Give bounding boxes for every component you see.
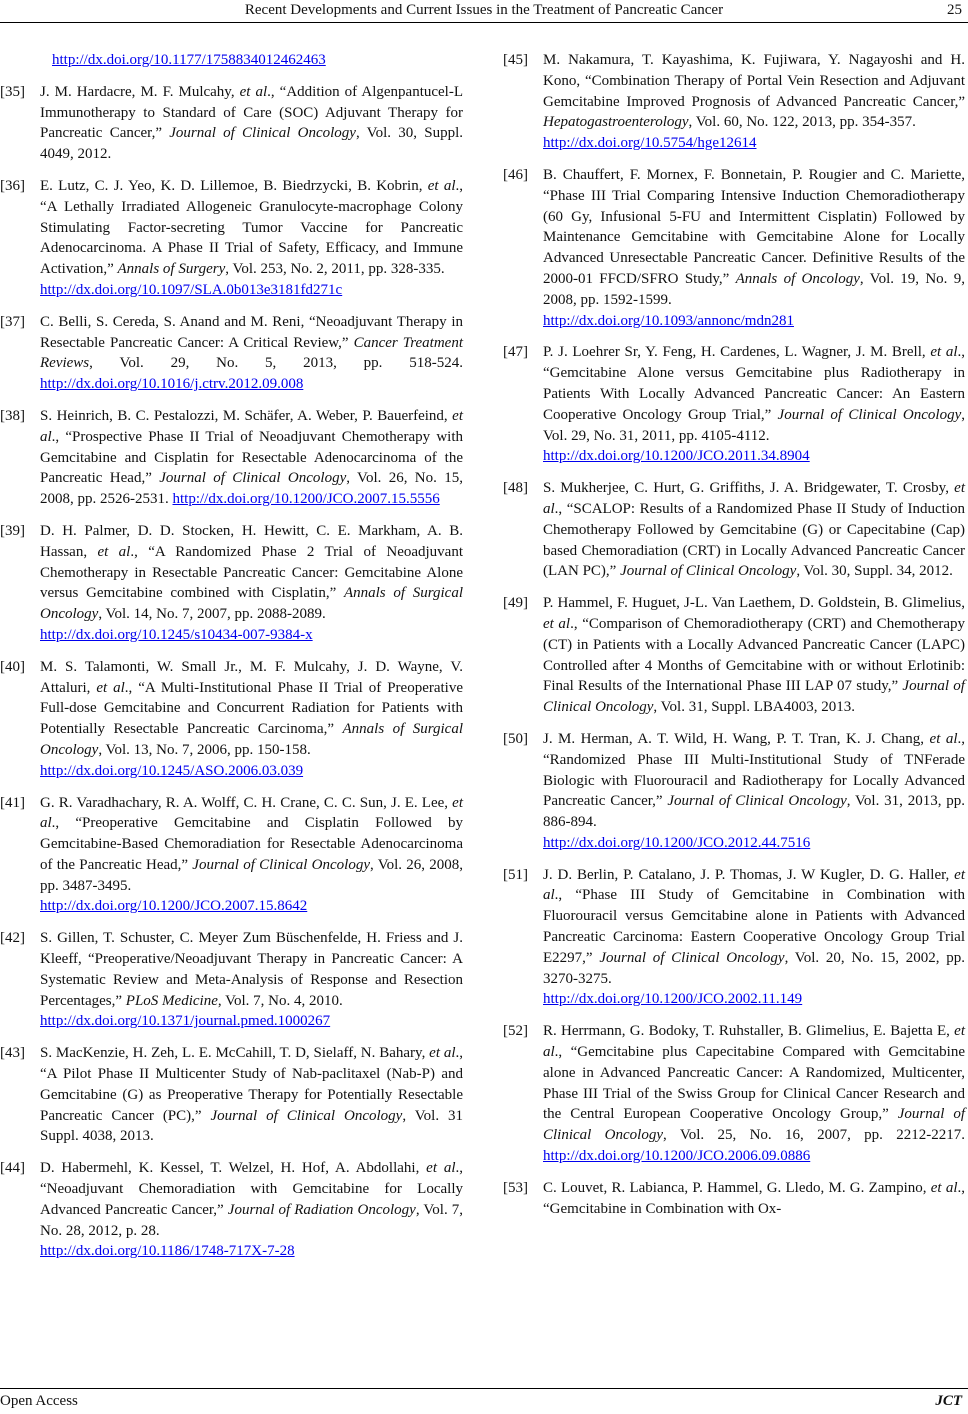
- reference-journal: Hepatogastroenterology: [543, 114, 689, 131]
- reference-text: [543, 593, 965, 718]
- reference-text: [40, 521, 463, 646]
- reference-entry: [503, 1178, 965, 1220]
- reference-authors-title: M. Nakamura, T. Kayashima, K. Fujiwara, Y. Nagayoshi and H. Kono, “Combination Therapy of Portal Vein Resection and Adjuvant Gemcitabine Improved Prognosis of Advanced Pancreatic Cancer,”: [543, 52, 965, 110]
- reference-volume-pages: , Vol. 31 Suppl. 4038, 2013.: [40, 1107, 464, 1145]
- reference-text: [40, 793, 463, 918]
- reference-authors-title: M. S. Talamonti, W. Small Jr., M. F. Mulcahy, J. D. Wayne, V. Attaluri,: [40, 658, 463, 696]
- reference-volume-pages: , Vol. 29, No. 5, 2013, pp. 518-524.: [89, 355, 463, 372]
- reference-volume-pages: , Vol. 253, No. 2, 2011, pp. 328-335.: [225, 261, 445, 278]
- reference-authors-title: D. H. Palmer, D. D. Stocken, H. Hewitt, C. E. Markham, A. B. Hassan,: [40, 522, 463, 560]
- reference-title: ., “Addition of Algenpantucel-L Immunotherapy to Standard of Care (SOC) Adjuvant Therapy for Pancreatic Cancer,”: [40, 83, 463, 142]
- reference-title: ., “Phase III Study of Gemcitabine in Combination with Fluorouracil versus Gemcitabine alone in Patients with Advanced Pancreatic Carcinoma: Eastern Cooperative Oncology Group Trial E2297,”: [543, 887, 965, 966]
- reference-journal: Annals of Surgical Oncology: [40, 721, 464, 758]
- reference-number: [52]: [503, 1023, 528, 1040]
- reference-et-al: et al: [427, 177, 456, 194]
- reference-title: ., “A Lethally Irradiated Allogeneic Granulocyte-macrophage Colony Stimulating Factor-secreting Tumor Vaccine for Pancreatic Adenocarcinoma. A Phase II Trial of Safety, Efficacy, and Immune Activation,”: [40, 177, 463, 278]
- reference-entry: [503, 729, 965, 854]
- reference-doi-link[interactable]: http://dx.doi.org/10.1016/j.ctrv.2012.09.008: [40, 376, 304, 393]
- reference-doi-link[interactable]: http://dx.doi.org/10.1200/JCO.2012.44.7516: [543, 834, 811, 851]
- reference-doi-link[interactable]: http://dx.doi.org/10.1245/ASO.2006.03.039: [40, 762, 304, 779]
- reference-volume-pages: , Vol. 7, No. 28, 2012, p. 28.: [40, 1201, 464, 1239]
- reference-title: ., “A Randomized Phase 2 Trial of Neoadjuvant Chemotherapy in Resectable Pancreatic Cancer: Gemcitabine Alone versus Gemcitabine combined with Cisplatin,”: [40, 543, 464, 602]
- reference-text: [543, 1178, 965, 1220]
- reference-et-al: et al: [930, 344, 958, 361]
- reference-number: [37]: [0, 313, 25, 330]
- reference-number: [47]: [503, 344, 528, 361]
- left-reference-list: [0, 82, 463, 1262]
- reference-volume-pages: , Vol. 30, Suppl. 34, 2012.: [796, 563, 953, 580]
- reference-entry: [503, 165, 965, 331]
- reference-volume-pages: , Vol. 19, No. 9, 2008, pp. 1592-1599.: [543, 270, 965, 308]
- reference-volume-pages: , Vol. 14, No. 7, 2007, pp. 2088-2089.: [98, 606, 326, 623]
- page-footer: [0, 1389, 968, 1413]
- reference-et-al: et al: [40, 794, 463, 832]
- reference-number: [40]: [0, 658, 25, 675]
- reference-authors-title: E. Lutz, C. J. Yeo, K. D. Lillemoe, B. Biedrzycki, B. Kobrin,: [40, 177, 428, 194]
- reference-title: ., “Randomized Phase III Multi-Institutional Study of TNFerade Biologic with Fluorouracil and Radiotherapy for Locally Advanced Pancreatic Cancer,”: [543, 730, 965, 810]
- reference-doi-link[interactable]: http://dx.doi.org/10.1093/annonc/mdn281: [543, 312, 794, 329]
- reference-journal: PLoS Medicine: [125, 992, 218, 1009]
- running-head: [0, 0, 968, 22]
- reference-journal: Journal of Clinical Oncology: [543, 678, 965, 716]
- reference-title: ., “Gemcitabine plus Capecitabine Compared with Gemcitabine alone in Advanced Pancreatic Cancer: A Randomized, Multicenter, Phase III Trial of the Swiss Group for Clinical Cancer Research and the Central European Cooperative Oncology Group,”: [543, 1044, 965, 1123]
- reference-volume-pages: , Vol. 30, Suppl. 4049, 2012.: [40, 125, 463, 163]
- reference-text: [40, 176, 463, 301]
- reference-title: ., “A Pilot Phase II Multicenter Study of Nab-paclitaxel (Nab-P) and Gemcitabine (G) as Preoperative Therapy for Potentially Resectable Pancreatic Cancer (PC),”: [40, 1045, 463, 1124]
- reference-doi-link[interactable]: http://dx.doi.org/10.1097/SLA.0b013e3181fd271c: [40, 281, 343, 298]
- reference-et-al: et al: [929, 730, 958, 747]
- reference-text: [543, 729, 965, 854]
- continued-doi-link[interactable]: http://dx.doi.org/10.1177/1758834012462463: [52, 52, 326, 68]
- reference-volume-pages: , Vol. 26, 2008, pp. 3487-3495.: [40, 856, 464, 894]
- reference-title: ., “Neoadjuvant Chemoradiation with Gemcitabine for Locally Advanced Pancreatic Cancer,”: [40, 1160, 463, 1218]
- reference-journal: Journal of Clinical Oncology: [543, 1106, 965, 1144]
- reference-doi-link[interactable]: http://dx.doi.org/10.5754/hge12614: [543, 135, 757, 152]
- right-column: [503, 50, 965, 1230]
- reference-volume-pages: , Vol. 26, No. 15, 2008, pp. 2526-2531.: [40, 470, 463, 508]
- reference-entry: [503, 865, 965, 1011]
- reference-text: [40, 312, 463, 395]
- reference-et-al: et al: [930, 1179, 958, 1196]
- reference-authors-title: C. Belli, S. Cereda, S. Anand and M. Reni, “Neoadjuvant Therapy in Resectable Pancreatic Cancer: A Critical Review,”: [40, 313, 463, 351]
- reference-number: [41]: [0, 794, 25, 811]
- reference-authors-title: S. MacKenzie, H. Zeh, L. E. McCahill, T. D, Sielaff, N. Bahary,: [40, 1045, 430, 1062]
- reference-journal: Cancer Treatment Reviews: [40, 334, 464, 372]
- reference-volume-pages: , Vol. 29, No. 31, 2011, pp. 4105-4112.: [543, 406, 965, 444]
- reference-entry: [0, 176, 463, 301]
- reference-number: [36]: [0, 177, 25, 194]
- reference-authors-title: J. M. Herman, A. T. Wild, H. Wang, P. T. Tran, K. J. Chang,: [543, 730, 930, 747]
- footer-journal-abbrev: JCT: [935, 1393, 962, 1409]
- left-column: [0, 50, 463, 1273]
- reference-authors-title: S. Mukherjee, C. Hurt, G. Griffiths, J. A. Bridgewater, T. Crosby,: [543, 480, 955, 497]
- reference-entry: [0, 1158, 463, 1262]
- reference-journal: Journal of Clinical Oncology: [599, 949, 785, 966]
- reference-authors-title: J. M. Hardacre, M. F. Mulcahy,: [40, 83, 240, 100]
- reference-number: [45]: [503, 52, 528, 68]
- reference-volume-pages: , Vol. 25, No. 16, 2007, pp. 2212-2217.: [663, 1127, 966, 1144]
- reference-volume-pages: , Vol. 7, No. 4, 2010.: [217, 992, 343, 1009]
- reference-authors-title: D. Habermehl, K. Kessel, T. Welzel, H. Hof, A. Abdollahi,: [40, 1160, 427, 1177]
- reference-entry: [503, 342, 965, 467]
- reference-number: [48]: [503, 480, 528, 497]
- reference-text: [40, 1043, 463, 1147]
- reference-title: ., “Preoperative Gemcitabine and Cisplatin Followed by Gemcitabine-Based Chemoradiation for Resectable Adenocarcinoma of the Pancreatic Head,”: [40, 815, 463, 873]
- header-rule: [0, 22, 968, 23]
- reference-entry: [503, 478, 965, 582]
- reference-entry: [0, 1043, 463, 1147]
- reference-authors-title: C. Louvet, R. Labianca, P. Hammel, G. Lledo, M. G. Zampino,: [543, 1179, 931, 1196]
- reference-authors-title: G. R. Varadhachary, R. A. Wolff, C. H. Crane, C. C. Sun, J. E. Lee,: [40, 794, 453, 811]
- reference-authors-title: P. Hammel, F. Huguet, J-L. Van Laethem, D. Goldstein, B. Glimelius,: [543, 595, 965, 612]
- reference-title: ., “Gemcitabine in Combination with Ox-: [543, 1179, 965, 1217]
- reference-authors-title: S. Heinrich, B. C. Pestalozzi, M. Schäfer, A. Weber, P. Bauerfeind,: [40, 407, 453, 424]
- reference-entry: [0, 82, 463, 165]
- reference-et-al: et al: [40, 407, 463, 445]
- reference-doi-link[interactable]: http://dx.doi.org/10.1186/1748-717X-7-28: [40, 1243, 295, 1260]
- reference-entry: [503, 50, 965, 154]
- reference-number: [44]: [0, 1160, 25, 1177]
- reference-et-al: et al: [97, 543, 131, 560]
- reference-text: [40, 657, 463, 782]
- reference-title: ., “Prospective Phase II Trial of Neoadjuvant Chemotherapy with Gemcitabine and Cisplatin for Resectable Adenocarcinoma of the Pancreatic Head,”: [40, 428, 463, 487]
- reference-authors-title: B. Chauffert, F. Mornex, F. Bonnetain, P. Rougier and C. Mariette, “Phase III Trial Comparing Intensive Induction Chemoradiotherapy (60 Gy, Infusional 5-FU and Intermittent Cisplatin) Followed by Maintenance Gemcitabine with Gemcitabine Alone for Locally Advanced Unresectable Pancreatic Cancer. Definitive Results of the 2000-01 FFCD/SFRO Study,”: [543, 166, 965, 287]
- reference-volume-pages: , Vol. 31, 2013, pp. 886-894.: [543, 793, 966, 831]
- reference-entry: [0, 657, 463, 782]
- reference-volume-pages: , Vol. 20, No. 15, 2002, pp. 3270-3275.: [543, 949, 965, 987]
- reference-authors-title: J. D. Berlin, P. Catalano, J. P. Thomas, J. W Kugler, D. G. Haller,: [543, 866, 955, 883]
- reference-entry: [503, 1021, 965, 1167]
- reference-volume-pages: , Vol. 31, Suppl. LBA4003, 2013.: [653, 699, 855, 716]
- reference-doi-link[interactable]: http://dx.doi.org/10.1200/JCO.2006.09.0886: [543, 1148, 811, 1165]
- reference-entry: [503, 593, 965, 718]
- reference-doi-link[interactable]: http://dx.doi.org/10.1200/JCO.2007.15.8642: [40, 898, 308, 915]
- reference-number: [53]: [503, 1179, 528, 1196]
- reference-title: ., “SCALOP: Results of a Randomized Phase II Study of Induction Chemotherapy Followed by Gemcitabine (G) or Capecitabine (Cap) based Chemoradiation (CRT) in Locally Advanced Pancreatic Cancer (LAN PC),”: [543, 500, 965, 580]
- reference-number: [49]: [503, 595, 528, 612]
- reference-title: ., “A Multi-Institutional Phase II Trial of Preoperative Full-dose Gemcitabine and Concurrent Radiation for Patients with Potentially Resectable Pancreatic Carcinoma,”: [40, 679, 464, 738]
- reference-journal: Annals of Surgical Oncology: [40, 585, 463, 623]
- reference-title: ., “Gemcitabine Alone versus Gemcitabine plus Radiotherapy in Patients With Locally Advanced Pancreatic Cancer: An Eastern Cooperative Oncology Group Trial,”: [543, 344, 965, 423]
- reference-text: [40, 82, 463, 165]
- reference-authors-title: S. Gillen, T. Schuster, C. Meyer Zum Büschenfelde, H. Friess and J. Kleeff, “Preoperative/Neoadjuvant Therapy in Pancreatic Cancer: A Systematic Review and Meta-Analysis of Response and Resection Percentages,”: [40, 930, 463, 1009]
- reference-number: [35]: [0, 83, 25, 100]
- reference-doi-link[interactable]: http://dx.doi.org/10.1200/JCO.2011.34.8904: [543, 448, 810, 465]
- reference-entry: [0, 406, 463, 510]
- reference-et-al: et al: [96, 679, 125, 696]
- reference-journal: Journal of Radiation Oncology: [227, 1201, 416, 1218]
- reference-journal: Journal of Clinical Oncology: [192, 856, 370, 873]
- reference-text: [543, 478, 965, 582]
- footer-open-access: Open Access: [0, 1393, 78, 1409]
- reference-title: ., “Comparison of Chemoradiotherapy (CRT) and Chemotherapy (CT) in Patients with a Locally Advanced Pancreatic Cancer (LAPC) Controlled after 4 Months of Gemcitabine with or without Erlotinib: Final Results of the International Phase III LAP 07 study,”: [543, 615, 965, 695]
- reference-et-al: et al: [543, 615, 571, 632]
- reference-number: [51]: [503, 866, 528, 883]
- reference-text: [543, 865, 965, 1011]
- reference-journal: Annals of Surgery: [117, 261, 226, 278]
- reference-entry: [0, 928, 463, 1032]
- reference-et-al: et al: [543, 1023, 965, 1061]
- reference-journal: Annals of Oncology: [735, 270, 860, 287]
- reference-text: [40, 1158, 463, 1262]
- reference-et-al: et al: [426, 1160, 456, 1177]
- reference-number: [38]: [0, 407, 25, 424]
- reference-number: [42]: [0, 930, 25, 947]
- reference-doi-link[interactable]: http://dx.doi.org/10.1245/s10434-007-9384-x: [40, 626, 313, 643]
- reference-entry: [0, 521, 463, 646]
- right-reference-list: [503, 50, 965, 1219]
- reference-doi-link[interactable]: http://dx.doi.org/10.1200/JCO.2007.15.5556: [172, 491, 440, 508]
- reference-text: [40, 406, 463, 510]
- reference-journal: Journal of Clinical Oncology: [159, 470, 347, 487]
- reference-doi-link[interactable]: http://dx.doi.org/10.1371/journal.pmed.1000267: [40, 1013, 331, 1030]
- reference-et-al: et al: [543, 866, 965, 904]
- reference-number: [50]: [503, 730, 528, 747]
- reference-et-al: et al: [239, 83, 268, 100]
- reference-doi-link[interactable]: http://dx.doi.org/10.1200/JCO.2002.11.149: [543, 991, 803, 1008]
- reference-journal: Journal of Clinical Oncology: [777, 406, 962, 423]
- reference-text: [543, 1021, 965, 1167]
- reference-volume-pages: , Vol. 60, No. 122, 2013, pp. 354-357.: [688, 114, 916, 131]
- reference-text: [543, 50, 965, 154]
- reference-et-al: et al: [543, 480, 965, 517]
- reference-entry: [0, 793, 463, 918]
- reference-number: [46]: [503, 166, 528, 183]
- running-head-title: Recent Developments and Current Issues in the Treatment of Pancreatic Cancer: [244, 2, 724, 18]
- reference-text: [543, 342, 965, 467]
- page-number: 25: [947, 2, 962, 18]
- reference-journal: Journal of Clinical Oncology: [169, 125, 356, 142]
- reference-authors-title: P. J. Loehrer Sr, Y. Feng, H. Cardenes, L. Wagner, J. M. Brell,: [543, 344, 931, 361]
- reference-number: [39]: [0, 522, 25, 539]
- reference-text: [40, 928, 463, 1032]
- reference-text: [543, 165, 965, 331]
- reference-entry: [0, 312, 463, 395]
- reference-journal: Journal of Clinical Oncology: [210, 1107, 403, 1124]
- reference-number: [43]: [0, 1045, 25, 1062]
- reference-authors-title: R. Herrmann, G. Bodoky, T. Ruhstaller, B. Glimelius, E. Bajetta E,: [543, 1023, 955, 1040]
- reference-volume-pages: , Vol. 13, No. 7, 2006, pp. 150-158.: [98, 741, 311, 758]
- reference-et-al: et al: [429, 1045, 456, 1062]
- reference-journal: Journal of Clinical Oncology: [667, 793, 847, 810]
- reference-journal: Journal of Clinical Oncology: [620, 563, 797, 580]
